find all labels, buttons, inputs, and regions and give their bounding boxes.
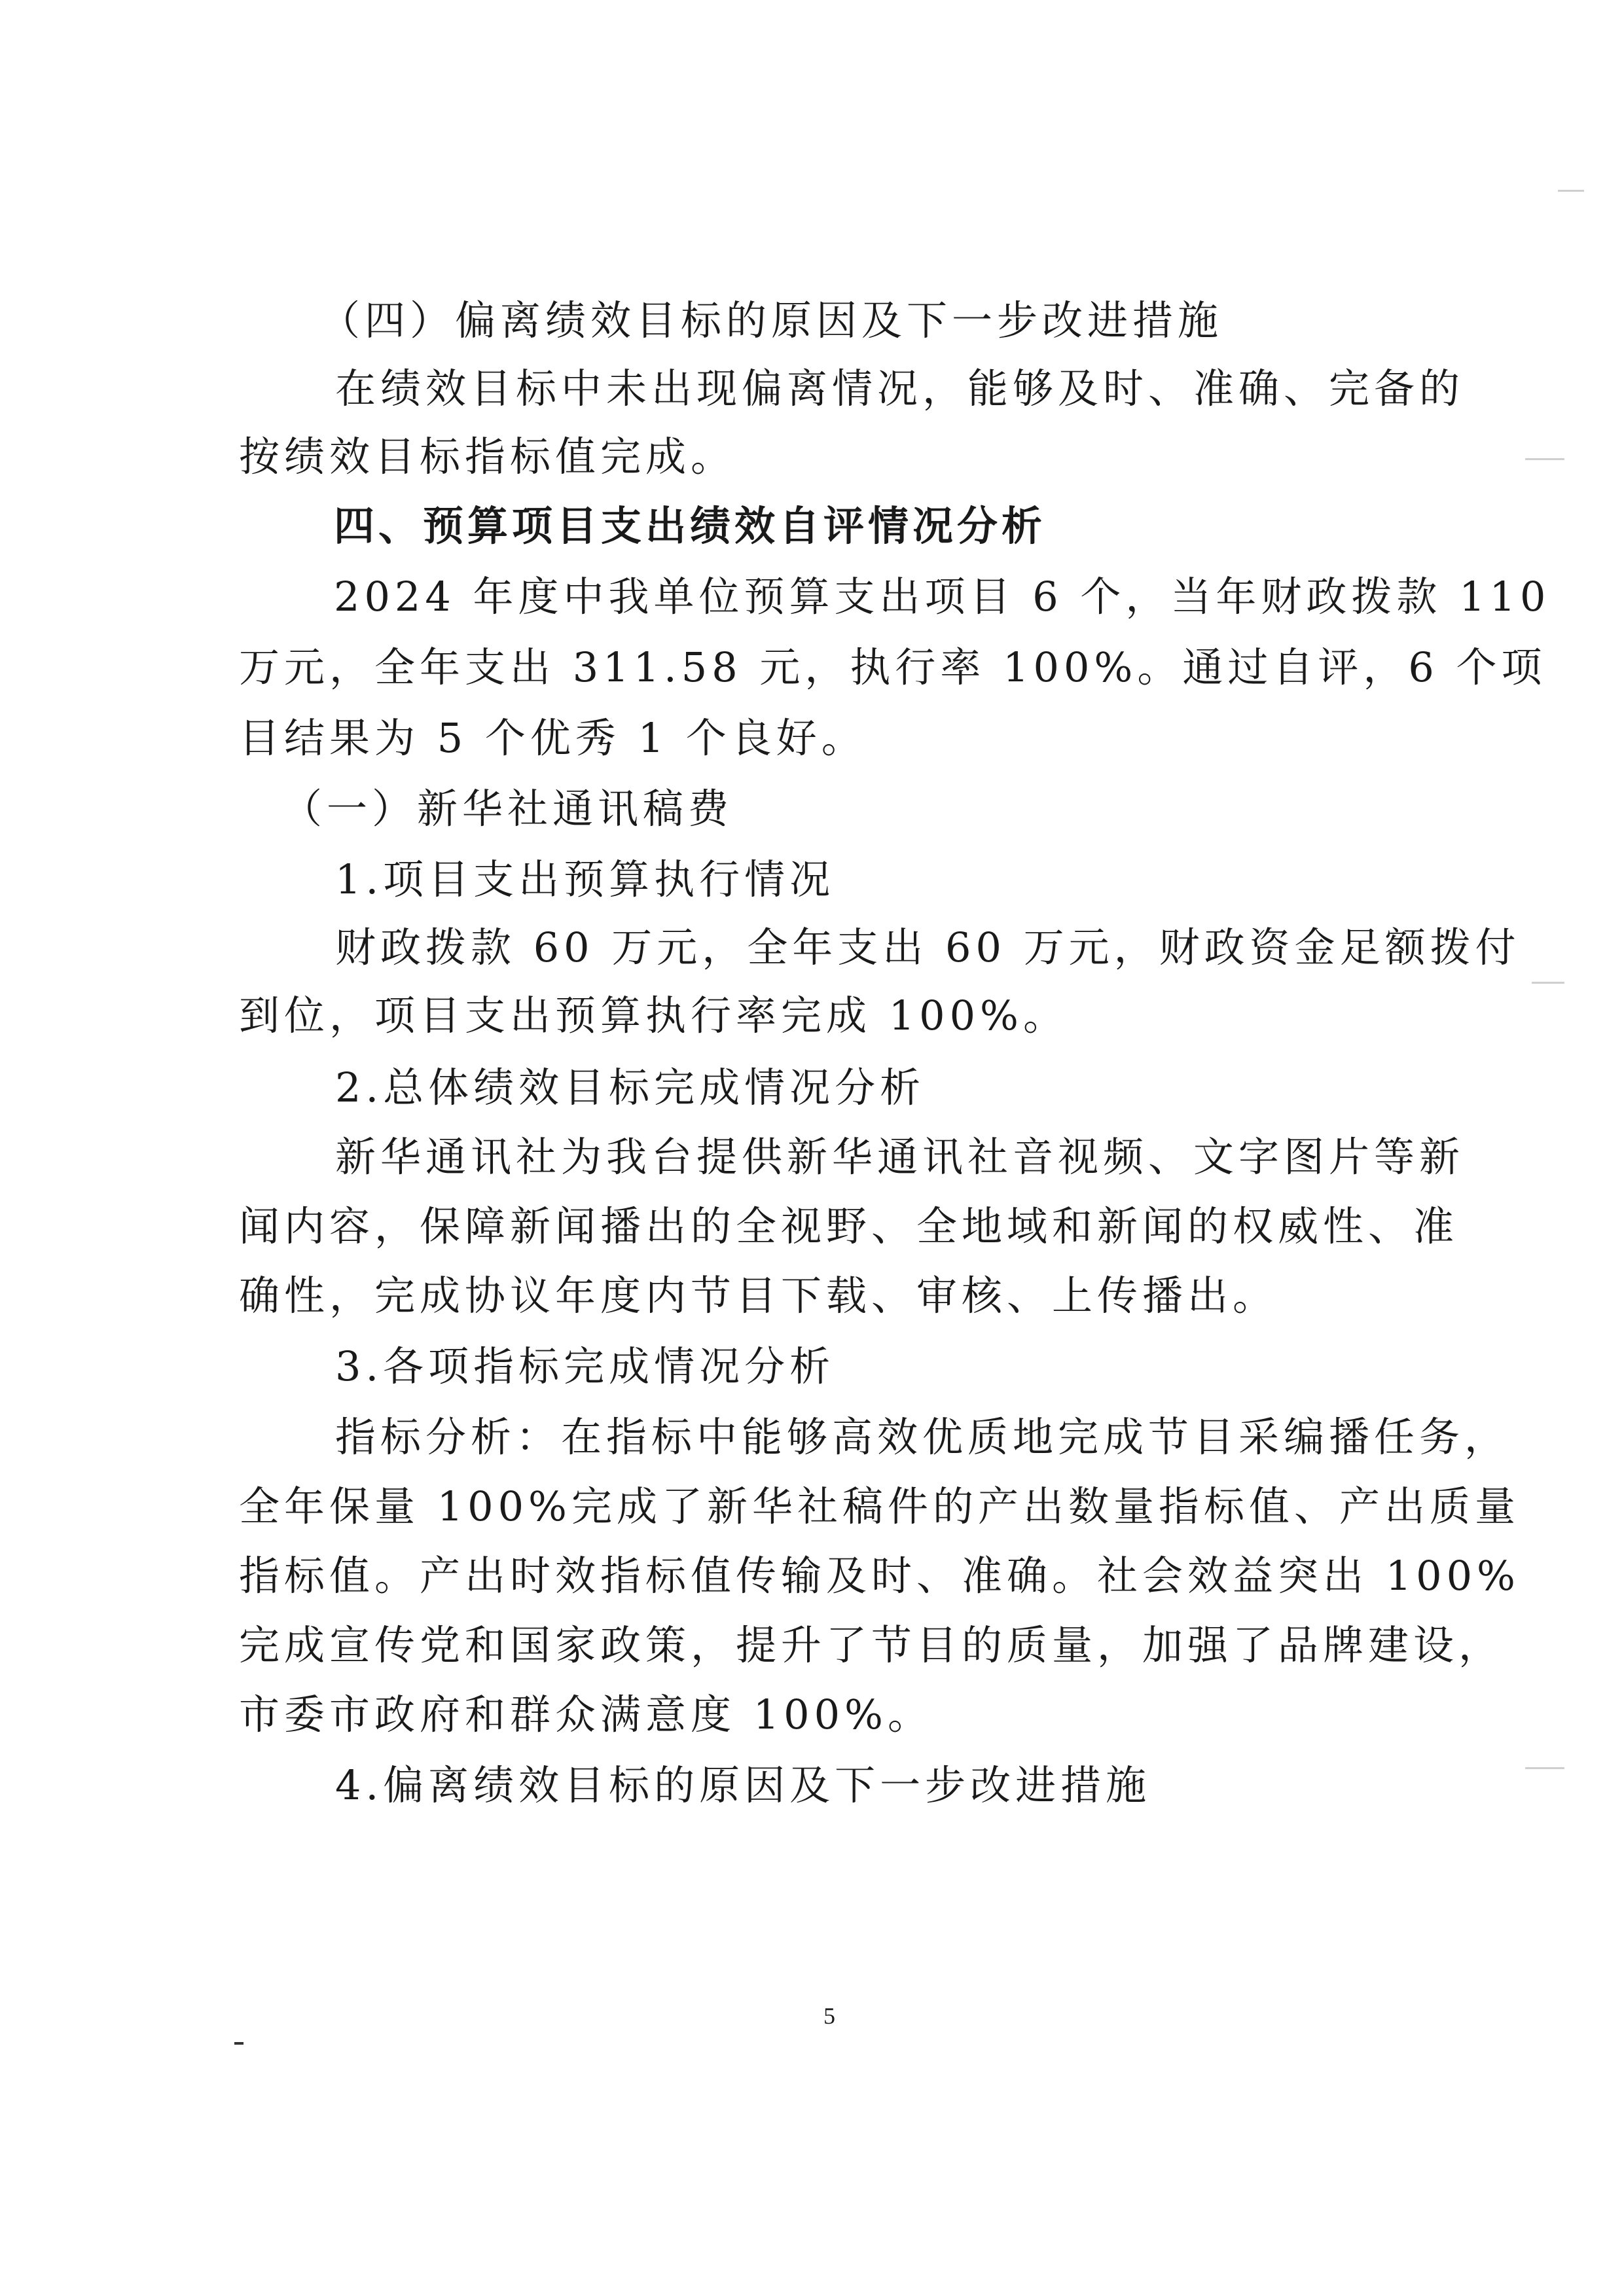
paragraph-line: 目结果为 5 个优秀 1 个良好。 bbox=[239, 714, 867, 762]
item-heading: 1.项目支出预算执行情况 bbox=[335, 855, 835, 903]
paragraph-line: 完成宣传党和国家政策，提升了节目的质量，加强了品牌建设， bbox=[239, 1621, 1504, 1669]
item-heading: 3.各项指标完成情况分析 bbox=[335, 1342, 835, 1390]
paragraph-line: 到位，项目支出预算执行率完成 100%。 bbox=[239, 992, 1068, 1039]
paragraph-line: 新华通讯社为我台提供新华通讯社音视频、文字图片等新 bbox=[335, 1133, 1465, 1181]
scan-artifact bbox=[1525, 1767, 1564, 1769]
scan-artifact bbox=[1558, 190, 1584, 192]
paragraph-line: 按绩效目标指标值完成。 bbox=[239, 433, 736, 480]
scan-artifact bbox=[1525, 458, 1564, 460]
paragraph-line: 财政拨款 60 万元，全年支出 60 万元，财政资金足额拨付 bbox=[335, 924, 1521, 971]
section-heading-4: （四）偏离绩效目标的原因及下一步改进措施 bbox=[319, 296, 1223, 344]
paragraph-line: 指标分析：在指标中能够高效优质地完成节目采编播任务， bbox=[335, 1413, 1510, 1461]
page-number: 5 bbox=[823, 2003, 835, 2029]
paragraph-line: 万元，全年支出 311.58 元，执行率 100%。通过自评，6 个项 bbox=[239, 643, 1547, 691]
paragraph-line: 确性，完成协议年度内节目下载、审核、上传播出。 bbox=[239, 1272, 1278, 1319]
paragraph-line: 全年保量 100%完成了新华社稿件的产出数量指标值、产出质量 bbox=[239, 1482, 1520, 1530]
paragraph-line: 2024 年度中我单位预算支出项目 6 个，当年财政拨款 110 bbox=[334, 573, 1551, 620]
item-heading: 2.总体绩效目标完成情况分析 bbox=[335, 1064, 926, 1111]
scan-artifact bbox=[234, 2042, 244, 2045]
section-title-budget-analysis: 四、预算项目支出绩效自评情况分析 bbox=[334, 502, 1047, 550]
scan-artifact bbox=[1532, 982, 1564, 984]
subsection-heading-1: （一）新华社通讯稿费 bbox=[281, 785, 734, 833]
paragraph-line: 指标值。产出时效指标值传输及时、准确。社会效益突出 100% bbox=[239, 1552, 1520, 1600]
paragraph-line: 闻内容，保障新闻播出的全视野、全地域和新闻的权威性、准 bbox=[239, 1202, 1459, 1250]
item-heading: 4.偏离绩效目标的原因及下一步改进措施 bbox=[335, 1761, 1151, 1809]
paragraph-line: 市委市政府和群众满意度 100%。 bbox=[239, 1691, 933, 1738]
paragraph-line: 在绩效目标中未出现偏离情况，能够及时、准确、完备的 bbox=[335, 365, 1465, 412]
